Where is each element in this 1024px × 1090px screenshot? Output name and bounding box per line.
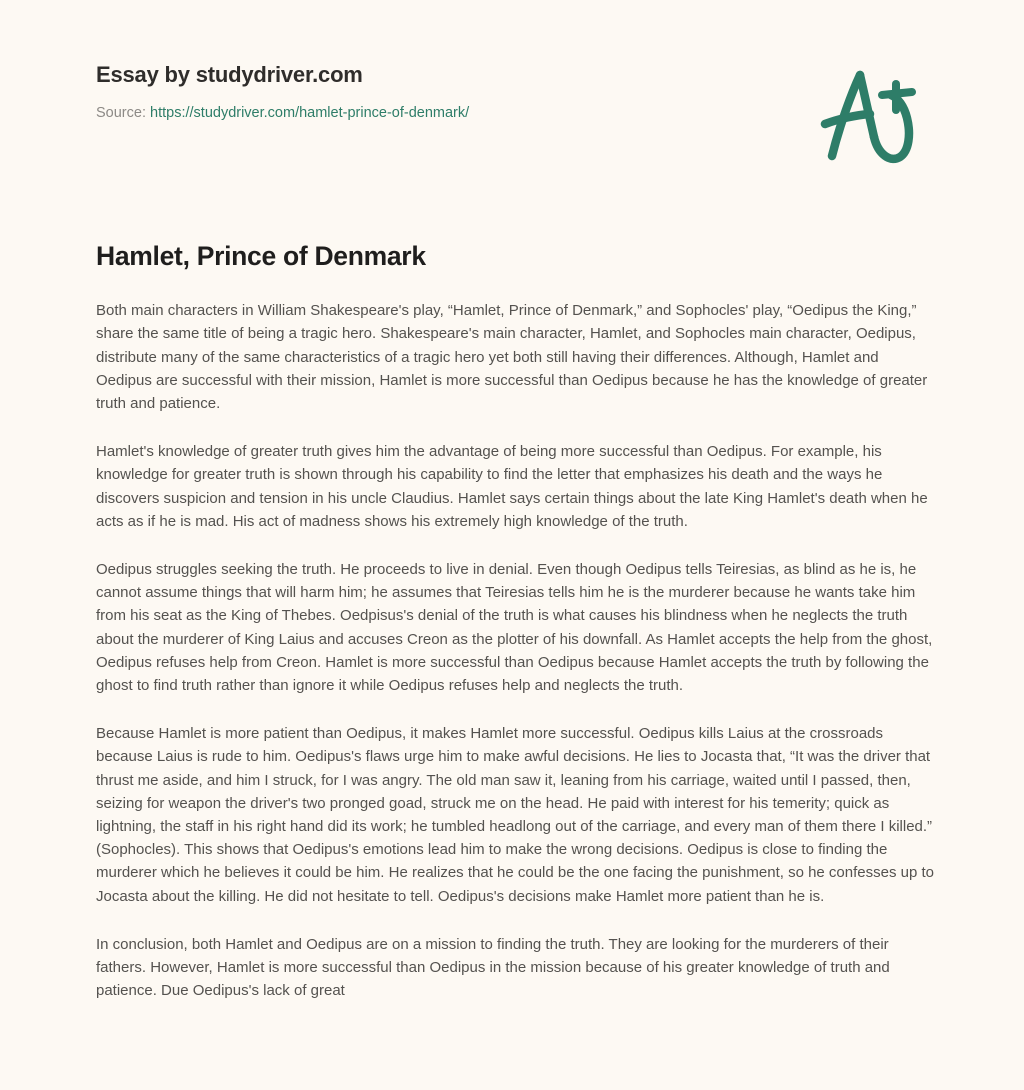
article-body: [96, 299, 934, 1002]
article: [96, 240, 934, 1002]
brand-title: Essay by studydriver.com: [96, 62, 363, 87]
paragraph: Because Hamlet is more patient than Oedipus, it makes Hamlet more successful. Oedipus kills Laius at the crossroads because Laius is rude to him. Oedipus's flaws urge him to make awful decisions. He lies to Jocasta that, “It was the driver that thrust me aside, and him I struck, for I was angry. The old man saw it, leaning from his carriage, waited until I passed, then, seizing for weapon the driver's two pronged goad, struck me on the head. He paid with interest for his temerity; quick as lightning, the staff in his right hand did its work; he tumbled headlong out of the carriage, and every man of them there I killed.” (Sophocles). This shows that Oedipus's emotions lead him to make the wrong decisions. Oedipus is close to finding the murderer which he believes it could be him. He realizes that he could be the one facing the punishment, so he confesses up to Jocasta about the killing. He did not hesitate to tell. Oedipus's decisions make Hamlet more patient than he is.: [96, 725, 934, 905]
page-header: [0, 0, 1024, 185]
page-title: Hamlet, Prince of Denmark: [96, 241, 426, 271]
paragraph: Oedipus struggles seeking the truth. He proceeds to live in denial. Even though Oedipus tells Teiresias, as blind as he is, he cannot assume things that will harm him; he assumes that Teiresias tells him he is the murderer because he wants take him from his seat as the King of Thebes. Oedpisus's denial of the truth is what causes his blindness when he neglects the truth about the murderer of King Laius and accuses Creon as the plotter of his downfall. As Hamlet accepts the help from the ghost, Oedipus refuses help from Creon. Hamlet is more successful than Oedipus because Hamlet accepts the truth by following the ghost to find truth rather than ignore it while Oedipus refuses help and neglects the truth.: [96, 560, 933, 694]
a-plus-logo: [808, 62, 928, 174]
paragraph: Hamlet's knowledge of greater truth gives him the advantage of being more successful than Oedipus. For example, his knowledge for greater truth is shown through his capability to find the letter that emphasizes his death and the ways he discovers suspicion and tension in his uncle Claudius. Hamlet says certain things about the late King Hamlet's death when he acts as if he is mad. His act of madness shows his extremely high knowledge of the truth.: [96, 443, 928, 530]
a-plus-logo-icon: [808, 62, 928, 174]
source-label: Source:: [96, 105, 146, 122]
source-url-link[interactable]: https://studydriver.com/hamlet-prince-of-denmark/: [150, 105, 470, 122]
source-line: [96, 104, 796, 123]
brand-block: [96, 62, 796, 123]
paragraph: In conclusion, both Hamlet and Oedipus are on a mission to finding the truth. They are looking for the murderers of their fathers. However, Hamlet is more successful than Oedipus in the mission because of his greater knowledge of truth and patience. Due Oedipus's lack of great: [96, 935, 890, 1000]
paragraph: Both main characters in William Shakespeare's play, “Hamlet, Prince of Denmark,” and Sophocles' play, “Oedipus the King,” share the same title of being a tragic hero. Shakespeare's main character, Hamlet, and Sophocles main character, Oedipus, distribute many of the same characteristics of a tragic hero yet both still having their differences. Although, Hamlet and Oedipus are successful with their mission, Hamlet is more successful than Oedipus because he has the knowledge of greater truth and patience.: [96, 302, 928, 412]
